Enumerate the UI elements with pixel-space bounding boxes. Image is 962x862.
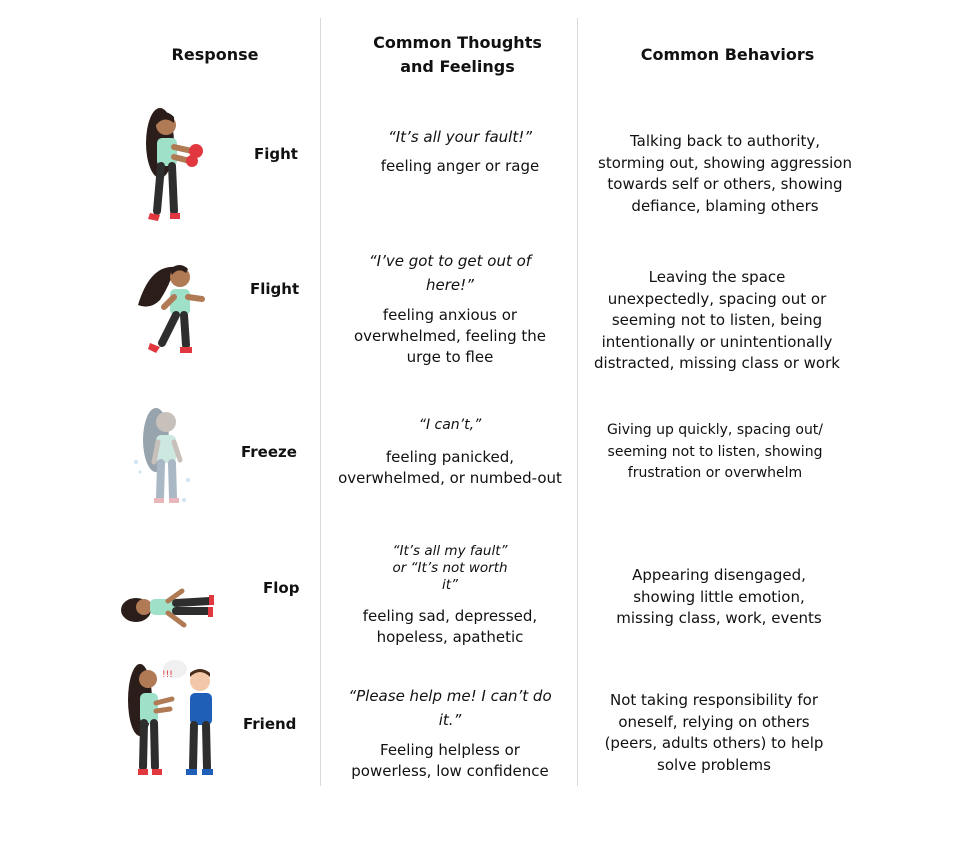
row-friend-quote: “Please help me! I can’t do it.” <box>348 687 552 729</box>
row-friend-thoughts <box>340 684 560 782</box>
row-flop-behavior: Appearing disengaged, showing little emotion, missing class, work, events <box>616 566 822 627</box>
row-freeze-quote: “I can’t,” <box>418 417 482 433</box>
row-fight-behavior: Talking back to authority, storming out, showing aggression towards self or others, showing defiance, blaming others <box>598 132 852 215</box>
friend-figure <box>120 655 225 780</box>
row-flight-quote: “I’ve got to get out of here!” <box>368 252 532 294</box>
row-fight-feeling: feeling anger or rage <box>380 157 540 175</box>
row-flop-feeling: feeling sad, depressed, hopeless, apathetic <box>362 607 538 646</box>
flop-figure <box>118 583 218 633</box>
freeze-figure <box>128 400 198 510</box>
header-behaviors: Common Behaviors <box>640 45 815 64</box>
row-flight-label: Flight <box>250 280 300 298</box>
header-thoughts-line1: Common Thoughts <box>373 33 542 52</box>
row-freeze-feeling: feeling panicked, overwhelmed, or numbed-out <box>338 448 562 487</box>
row-flight-thoughts <box>345 249 555 368</box>
row-flight-feeling: feeling anxious or overwhelmed, feeling the urge to flee <box>353 306 546 366</box>
row-freeze-label: Freeze <box>241 443 297 461</box>
row-friend-behavior: Not taking responsibility for oneself, relying on others (peers, adults others) to help solve problems <box>604 691 824 774</box>
row-flop-quote: “It’s all my fault” or “It’s not worth it” <box>392 543 508 593</box>
row-fight-label: Fight <box>254 145 298 163</box>
header-thoughts <box>345 31 570 79</box>
row-freeze-behavior: Giving up quickly, spacing out/ seeming not to listen, showing frustration or overwhelm <box>606 422 824 481</box>
row-flop-label: Flop <box>263 579 300 597</box>
row-fight-thoughts <box>340 127 580 177</box>
row-freeze-thoughts <box>335 415 565 489</box>
row-flop-thoughts <box>355 543 545 648</box>
row-fight-quote: “It’s all your fault!” <box>387 128 533 146</box>
row-friend-feeling: Feeling helpless or powerless, low confidence <box>351 741 549 780</box>
flight-figure <box>130 255 220 360</box>
row-friend-label: Friend <box>243 715 297 733</box>
row-flight-behavior: Leaving the space unexpectedly, spacing out or seeming not to listen, being intentionally or unintentionally distracted, missing class or work <box>594 268 840 372</box>
header-response: Response <box>171 45 259 64</box>
fight-figure <box>130 105 220 225</box>
column-divider-left <box>320 18 321 786</box>
header-thoughts-line2: and Feelings <box>400 57 515 76</box>
svg-text:!!!: !!! <box>162 670 173 680</box>
